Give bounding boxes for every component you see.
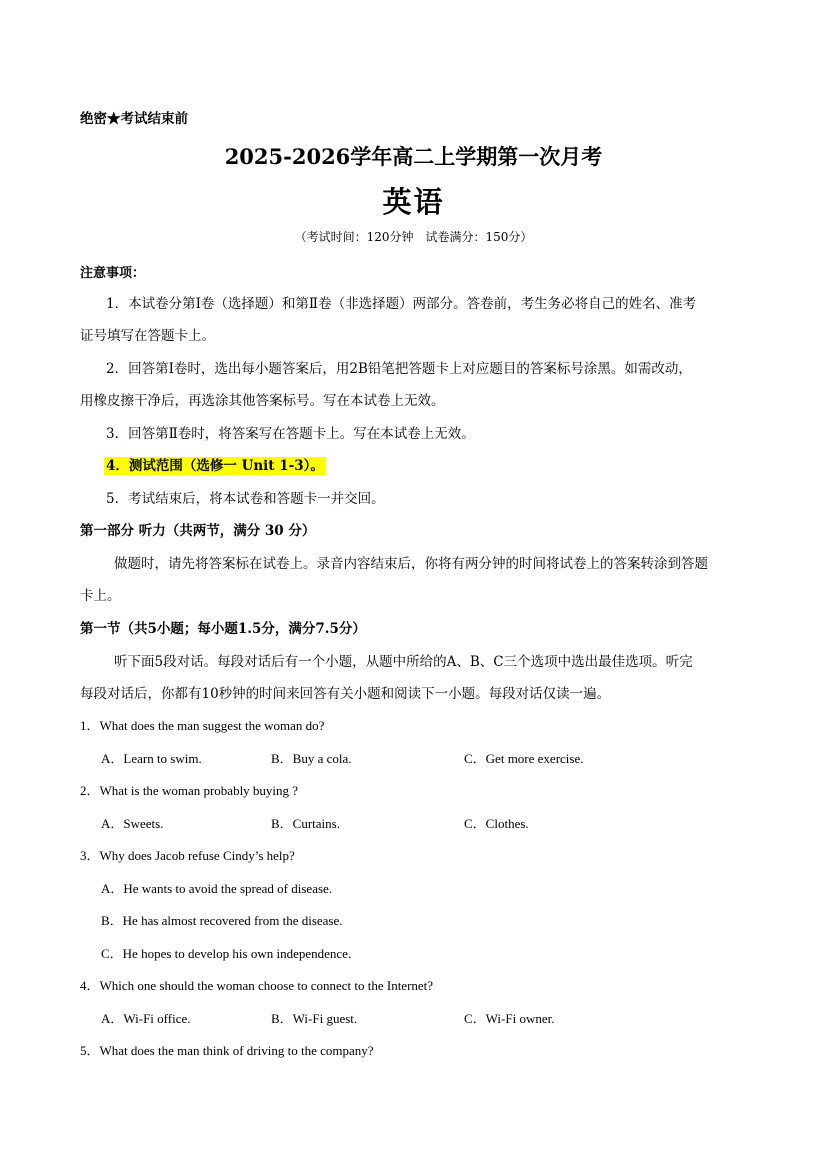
part1-heading: 第一部分 听力（共两节，满分 30 分）: [80, 523, 316, 539]
question-stem: 1．What does the man suggest the woman do?: [80, 718, 325, 733]
option-b: B．Wi-Fi guest.: [271, 1011, 358, 1026]
option-a: A．He wants to avoid the spread of disease.: [101, 881, 333, 896]
part1-intro-line-1: 做题时，请先将答案标在试卷上。录音内容结束后，你将有两分钟的时间将试卷上的答案转涂到答题: [114, 556, 708, 572]
option-b: B．Buy a cola.: [271, 751, 352, 766]
question-stem: 4．Which one should the woman choose to connect to the Internet?: [80, 978, 434, 993]
confidential-label: 绝密★考试结束前: [80, 111, 188, 127]
notice-item-1-line-2: 证号填写在答题卡上。: [80, 328, 215, 344]
question-stem: 3．Why does Jacob refuse Cindy’s help?: [80, 848, 295, 863]
option-a: A．Wi-Fi office.: [101, 1011, 191, 1026]
option-b: B．He has almost recovered from the disease.: [101, 913, 343, 928]
option-b: B．Curtains.: [271, 816, 340, 831]
notice-item-2-line-2: 用橡皮擦干净后，再选涂其他答案标号。写在本试卷上无效。: [80, 393, 445, 409]
section1-intro-line-1: 听下面5段对话。每段对话后有一个小题，从题中所给的A、B、C三个选项中选出最佳选项。听完: [114, 654, 693, 670]
option-a: A．Learn to swim.: [101, 751, 202, 766]
option-c: C．Get more exercise.: [464, 751, 584, 766]
option-c: C．He hopes to develop his own independence.: [101, 946, 352, 961]
notice-item-4-highlighted: [104, 454, 326, 474]
option-c: C．Clothes.: [464, 816, 529, 831]
exam-title: 2025-2026学年高二上学期第一次月考: [224, 144, 603, 169]
option-a: A．Sweets.: [101, 816, 164, 831]
part1-intro-line-2: 卡上。: [80, 588, 121, 604]
notice-item-1-line-1: 1．本试卷分第Ⅰ卷（选择题）和第Ⅱ卷（非选择题）两部分。答卷前，考生务必将自己的姓名、准考: [106, 296, 697, 312]
question-stem: 2．What is the woman probably buying ?: [80, 783, 299, 798]
subject-title: 英语: [382, 185, 445, 219]
exam-info: （考试时间：120分钟 试卷满分：150分）: [294, 230, 533, 244]
option-c: C．Wi-Fi owner.: [464, 1011, 555, 1026]
section1-heading: 第一节（共5小题；每小题1.5分，满分7.5分）: [80, 621, 366, 637]
question-stem: 5．What does the man think of driving to the company?: [80, 1043, 374, 1058]
test-scope: 4．测试范围（选修一 Unit 1-3）。: [106, 458, 324, 474]
notice-item-3: 3．回答第Ⅱ卷时，将答案写在答题卡上。写在本试卷上无效。: [106, 426, 475, 442]
notice-heading: 注意事项：: [80, 266, 146, 281]
notice-item-5: 5．考试结束后，将本试卷和答题卡一并交回。: [106, 491, 385, 507]
section1-intro-line-2: 每段对话后，你都有10秒钟的时间来回答有关小题和阅读下一小题。每段对话仅读一遍。: [80, 686, 611, 702]
notice-item-2-line-1: 2．回答第Ⅰ卷时，选出每小题答案后，用2B铅笔把答题卡上对应题目的答案标号涂黑。如需改动，: [106, 361, 692, 377]
